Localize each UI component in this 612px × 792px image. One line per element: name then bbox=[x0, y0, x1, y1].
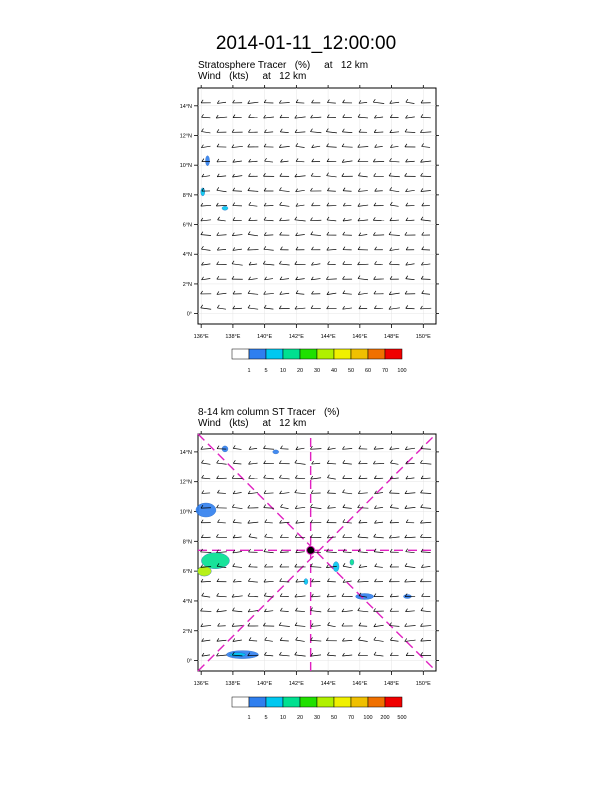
wind-barb bbox=[311, 611, 322, 612]
colorbar-box bbox=[368, 697, 385, 707]
wind-barb-flag bbox=[279, 652, 281, 655]
x-tick-label: 140°E bbox=[257, 334, 273, 340]
x-tick-label: 142°E bbox=[288, 334, 304, 340]
wind-barb bbox=[374, 625, 384, 626]
wind-barb-flag bbox=[280, 504, 282, 507]
wind-barb bbox=[201, 463, 210, 464]
x-tick-label: 144°E bbox=[320, 334, 336, 340]
y-tick-label: 4°N bbox=[182, 598, 192, 605]
y-tick-label: 6°N bbox=[182, 222, 192, 229]
wind-barb bbox=[296, 448, 305, 449]
x-tick-label: 138°E bbox=[225, 334, 241, 340]
y-tick-label: 0° bbox=[186, 658, 192, 665]
colorbar-label: 20 bbox=[296, 368, 304, 374]
wind-barb bbox=[327, 596, 336, 597]
wind-barb bbox=[421, 566, 430, 567]
wind-barb-flag bbox=[233, 445, 235, 448]
wind-barb-flag bbox=[374, 534, 376, 537]
x-tick-label: 142°E bbox=[288, 681, 304, 687]
wind-barb bbox=[233, 551, 242, 552]
wind-barb-flag bbox=[358, 534, 360, 537]
colorbar-label: 20 bbox=[296, 715, 304, 721]
wind-barb bbox=[233, 522, 241, 523]
wind-barb bbox=[311, 640, 322, 641]
wind-barb bbox=[233, 493, 241, 494]
colorbar-label: 30 bbox=[313, 715, 321, 721]
wind-barb bbox=[421, 478, 430, 479]
wind-barb bbox=[358, 611, 368, 612]
wind-barb bbox=[216, 655, 226, 656]
wind-barb-flag bbox=[311, 520, 313, 523]
wind-barb bbox=[233, 640, 242, 641]
wind-barb bbox=[405, 537, 416, 538]
wind-barb-flag bbox=[202, 490, 204, 493]
wind-barb-flag bbox=[312, 579, 314, 582]
wind-barb-flag bbox=[389, 490, 391, 493]
wind-barb-flag bbox=[358, 505, 360, 508]
wind-barb bbox=[248, 581, 257, 582]
wind-barb bbox=[328, 508, 336, 509]
wind-barb-flag bbox=[374, 579, 376, 582]
colorbar-label: 100 bbox=[363, 715, 373, 721]
wind-barb bbox=[201, 625, 211, 626]
wind-barb bbox=[342, 611, 353, 612]
wind-barb bbox=[327, 655, 336, 656]
wind-barb bbox=[265, 522, 273, 523]
wind-barb bbox=[389, 537, 399, 538]
y-tick-label: 12°N bbox=[179, 479, 192, 486]
wind-barb-flag bbox=[343, 475, 345, 478]
wind-barb bbox=[406, 552, 415, 553]
wind-barb-flag bbox=[233, 460, 235, 463]
colorbar-label: 5 bbox=[264, 715, 268, 721]
wind-barb bbox=[279, 625, 290, 626]
wind-barb-flag bbox=[217, 519, 219, 522]
wind-barb bbox=[217, 611, 227, 612]
wind-barb-flag bbox=[421, 490, 423, 493]
wind-barb bbox=[343, 552, 351, 553]
wind-barb-flag bbox=[311, 490, 313, 493]
x-tick-label: 148°E bbox=[384, 681, 400, 687]
wind-barb-flag bbox=[390, 504, 392, 507]
wind-barb-flag bbox=[217, 446, 219, 449]
colorbar-box bbox=[266, 697, 283, 707]
wind-barb-flag bbox=[265, 519, 267, 522]
wind-barb bbox=[405, 493, 415, 494]
y-tick-label: 2°N bbox=[182, 281, 192, 288]
wind-barb-flag bbox=[233, 519, 235, 522]
wind-barb-flag bbox=[373, 461, 375, 464]
wind-barb bbox=[405, 640, 416, 641]
wind-barb bbox=[296, 522, 305, 523]
wind-barb-flag bbox=[343, 519, 345, 522]
panel2-title-line1: 8-14 km column ST Tracer (%) bbox=[198, 407, 340, 418]
wind-barb-flag bbox=[249, 637, 251, 640]
wind-barb bbox=[279, 655, 289, 656]
wind-barb bbox=[217, 596, 227, 597]
wind-barb bbox=[202, 478, 211, 479]
wind-barb bbox=[217, 640, 227, 641]
wind-barb bbox=[421, 449, 431, 450]
wind-barb bbox=[343, 508, 352, 509]
colorbar-label: 70 bbox=[381, 368, 389, 374]
wind-barb bbox=[327, 537, 336, 538]
wind-barb bbox=[405, 626, 416, 627]
wind-barb-flag bbox=[406, 520, 408, 523]
wind-barb-flag bbox=[217, 476, 219, 479]
center-point-marker bbox=[307, 546, 315, 554]
wind-barb bbox=[373, 463, 384, 464]
wind-barb-flag bbox=[279, 475, 281, 478]
wind-barb-flag bbox=[264, 549, 266, 552]
wind-barb-flag bbox=[374, 652, 376, 655]
wind-barb bbox=[248, 596, 258, 597]
colorbar-label: 200 bbox=[380, 715, 390, 721]
wind-barb-flag bbox=[249, 534, 251, 537]
wind-barb bbox=[264, 655, 273, 656]
colorbar-label: 10 bbox=[279, 368, 287, 374]
wind-barb-flag bbox=[327, 475, 329, 478]
wind-barb-flag bbox=[202, 475, 204, 478]
x-tick-label: 138°E bbox=[225, 681, 241, 687]
tracer-contour bbox=[230, 653, 246, 657]
wind-barb-flag bbox=[343, 505, 345, 508]
x-tick-label: 150°E bbox=[415, 334, 431, 340]
wind-barb-flag bbox=[248, 623, 250, 626]
wind-barb-flag bbox=[327, 490, 329, 493]
colorbar-label: 50 bbox=[347, 368, 355, 374]
wind-barb-flag bbox=[375, 564, 377, 567]
wind-barb bbox=[375, 567, 383, 568]
wind-barb bbox=[405, 507, 416, 508]
wind-barb bbox=[264, 611, 273, 612]
wind-barb-flag bbox=[202, 593, 204, 596]
wind-barb bbox=[312, 463, 321, 464]
wind-barb bbox=[374, 449, 383, 450]
colorbar-box bbox=[300, 697, 317, 707]
wind-barb bbox=[421, 507, 431, 508]
colorbar-label: 70 bbox=[347, 715, 355, 721]
y-tick-label: 2°N bbox=[182, 628, 192, 635]
wind-barb bbox=[327, 478, 335, 479]
x-tick-label: 136°E bbox=[193, 681, 209, 687]
wind-barb-flag bbox=[342, 593, 344, 596]
wind-barb bbox=[343, 463, 352, 464]
wind-barb bbox=[421, 640, 431, 641]
wind-barb bbox=[406, 478, 415, 479]
wind-barb-flag bbox=[421, 652, 423, 655]
wind-barb bbox=[311, 596, 320, 597]
wind-barb bbox=[202, 640, 211, 641]
wind-barb bbox=[233, 581, 241, 582]
wind-barb-flag bbox=[265, 534, 267, 537]
colorbar-label: 5 bbox=[264, 368, 268, 374]
wind-barb-flag bbox=[280, 535, 282, 538]
wind-barb-flag bbox=[406, 549, 408, 552]
colorbar-box bbox=[351, 697, 368, 707]
wind-barb-flag bbox=[201, 608, 203, 611]
wind-barb-flag bbox=[343, 490, 345, 493]
tracer-contour bbox=[273, 450, 279, 454]
wind-barb-flag bbox=[420, 460, 422, 463]
wind-barb-flag bbox=[232, 504, 234, 507]
wind-barb bbox=[265, 640, 273, 641]
wind-barb-flag bbox=[248, 578, 250, 581]
colorbar-label: 30 bbox=[313, 368, 321, 374]
y-tick-label: 8°N bbox=[182, 192, 192, 199]
wind-barb bbox=[279, 478, 289, 479]
wind-barb bbox=[421, 611, 431, 612]
panel1-title-line2: Wind (kts) at 12 km bbox=[198, 71, 307, 82]
wind-barb-flag bbox=[390, 549, 392, 552]
wind-barb bbox=[374, 537, 384, 538]
wind-barb-flag bbox=[248, 593, 250, 596]
wind-barb-flag bbox=[421, 504, 423, 507]
wind-barb bbox=[374, 522, 383, 523]
wind-barb bbox=[202, 596, 210, 597]
wind-barb bbox=[327, 463, 336, 464]
wind-barb-flag bbox=[358, 608, 360, 611]
y-tick-label: 10°N bbox=[179, 163, 192, 170]
colorbar-label: 1 bbox=[247, 368, 251, 374]
wind-barb bbox=[310, 567, 321, 568]
y-tick-label: 14°N bbox=[179, 103, 192, 110]
wind-barb bbox=[233, 448, 241, 449]
wind-barb-flag bbox=[201, 520, 203, 523]
wind-barb bbox=[311, 655, 321, 656]
wind-barb bbox=[374, 552, 383, 553]
wind-barb bbox=[374, 507, 383, 508]
wind-barb bbox=[359, 566, 367, 567]
wind-barb bbox=[201, 581, 211, 582]
wind-barb bbox=[217, 522, 225, 523]
wind-barb-flag bbox=[263, 623, 265, 626]
wind-barb-flag bbox=[421, 608, 423, 611]
y-tick-label: 12°N bbox=[179, 133, 192, 140]
wind-barb-flag bbox=[264, 490, 266, 493]
wind-barb bbox=[248, 522, 258, 523]
wind-barb-flag bbox=[374, 608, 376, 611]
y-tick-label: 8°N bbox=[182, 539, 192, 546]
wind-barb-flag bbox=[280, 564, 282, 567]
colorbar-label: 500 bbox=[397, 715, 407, 721]
wind-barb-flag bbox=[405, 563, 407, 566]
wind-barb-flag bbox=[327, 608, 329, 611]
wind-barb bbox=[232, 611, 242, 612]
wind-barb bbox=[296, 640, 305, 641]
wind-barb bbox=[358, 537, 368, 538]
wind-barb bbox=[310, 449, 321, 450]
y-tick-label: 0° bbox=[186, 311, 192, 318]
wind-barb bbox=[296, 552, 305, 553]
colorbar-box bbox=[232, 697, 249, 707]
wind-barb-flag bbox=[201, 535, 203, 538]
main-title: 2014-01-11_12:00:00 bbox=[215, 33, 397, 54]
wind-barb bbox=[280, 493, 290, 494]
wind-barb bbox=[264, 493, 274, 494]
wind-barb bbox=[375, 493, 383, 494]
wind-barb-flag bbox=[280, 446, 282, 449]
wind-barb-flag bbox=[343, 460, 345, 463]
wind-barb bbox=[390, 448, 399, 449]
wind-barb bbox=[420, 463, 431, 464]
wind-barb-flag bbox=[218, 623, 220, 626]
y-tick-label: 4°N bbox=[182, 252, 192, 259]
wind-barb-flag bbox=[310, 504, 312, 507]
wind-barb-flag bbox=[390, 653, 392, 656]
wind-barb-flag bbox=[420, 534, 422, 537]
wind-barb bbox=[232, 596, 243, 597]
wind-barb bbox=[249, 537, 257, 538]
wind-barb bbox=[295, 507, 305, 508]
wind-barb-flag bbox=[343, 563, 345, 566]
wind-barb bbox=[280, 640, 289, 641]
x-tick-label: 148°E bbox=[384, 334, 400, 340]
wind-barb bbox=[421, 552, 431, 553]
colorbar-box bbox=[334, 697, 351, 707]
wind-barb bbox=[233, 463, 241, 464]
wind-barb-flag bbox=[343, 534, 345, 537]
x-tick-label: 146°E bbox=[352, 334, 368, 340]
tracer-contour bbox=[350, 559, 354, 565]
wind-barb bbox=[311, 478, 321, 479]
wind-barb bbox=[342, 655, 352, 656]
wind-barb bbox=[264, 552, 274, 553]
colorbar-box bbox=[385, 697, 402, 707]
wind-barb bbox=[310, 507, 321, 508]
wind-barb bbox=[217, 493, 226, 494]
wind-barb-flag bbox=[217, 593, 219, 596]
colorbar-label: 100 bbox=[397, 368, 407, 374]
wind-barb-flag bbox=[374, 594, 376, 597]
wind-barb-flag bbox=[217, 505, 219, 508]
wind-barb bbox=[374, 655, 383, 656]
wind-barb bbox=[263, 449, 274, 450]
wind-barb-flag bbox=[249, 475, 251, 478]
wind-barb-flag bbox=[295, 623, 297, 626]
wind-barb bbox=[421, 493, 432, 494]
wind-barb bbox=[217, 463, 227, 464]
wind-barb-flag bbox=[248, 505, 250, 508]
x-tick-label: 146°E bbox=[352, 681, 368, 687]
wind-barb-flag bbox=[280, 593, 282, 596]
wind-barb-flag bbox=[327, 579, 329, 582]
tracer-contour bbox=[197, 566, 211, 576]
wind-barb-flag bbox=[280, 608, 282, 611]
wind-barb bbox=[248, 493, 258, 494]
tracer-contour bbox=[196, 503, 216, 517]
panel1-title-line1: Stratosphere Tracer (%) at 12 km bbox=[198, 60, 369, 71]
wind-barb-flag bbox=[374, 637, 376, 640]
panel2-title-line2: Wind (kts) at 12 km bbox=[198, 418, 307, 429]
wind-barb-flag bbox=[280, 578, 282, 581]
wind-barb bbox=[405, 448, 415, 449]
wind-barb-flag bbox=[374, 476, 376, 479]
wind-barb bbox=[232, 626, 243, 627]
wind-barb bbox=[405, 566, 415, 567]
wind-barb bbox=[264, 478, 274, 479]
wind-barb bbox=[249, 463, 258, 464]
wind-barb bbox=[405, 581, 416, 582]
colorbar-box bbox=[283, 697, 300, 707]
wind-barb-flag bbox=[279, 461, 281, 464]
wind-barb bbox=[201, 552, 212, 553]
wind-barb-flag bbox=[389, 579, 391, 582]
wind-barb-flag bbox=[342, 623, 344, 626]
wind-barb bbox=[249, 640, 257, 641]
wind-barb-flag bbox=[420, 579, 422, 582]
wind-barb bbox=[342, 640, 352, 641]
x-tick-label: 150°E bbox=[415, 681, 431, 687]
wind-barb bbox=[295, 611, 304, 612]
wind-barb bbox=[280, 552, 288, 553]
wind-barb bbox=[202, 655, 210, 656]
wind-barb bbox=[343, 566, 352, 567]
y-tick-label: 14°N bbox=[179, 449, 192, 456]
wind-barb bbox=[420, 522, 431, 523]
wind-barb-flag bbox=[280, 637, 282, 640]
x-tick-label: 136°E bbox=[193, 334, 209, 340]
wind-barb bbox=[264, 581, 274, 582]
colorbar-label: 1 bbox=[247, 715, 251, 721]
wind-barb-flag bbox=[406, 653, 408, 656]
wind-barb bbox=[248, 611, 258, 612]
wind-barb bbox=[358, 581, 369, 582]
wind-barb bbox=[233, 566, 242, 567]
y-tick-label: 6°N bbox=[182, 569, 192, 576]
x-tick-label: 144°E bbox=[320, 681, 336, 687]
colorbar-label: 60 bbox=[364, 368, 372, 374]
wind-barb bbox=[296, 581, 305, 582]
wind-barb bbox=[249, 448, 257, 449]
wind-barb-flag bbox=[327, 520, 329, 523]
wind-barb bbox=[201, 449, 211, 450]
wind-barb bbox=[280, 611, 288, 612]
wind-barb bbox=[343, 522, 352, 523]
wind-barb-flag bbox=[216, 534, 218, 537]
wind-barb bbox=[311, 626, 321, 627]
colorbar-label: 40 bbox=[330, 368, 338, 374]
wind-barb bbox=[420, 626, 431, 627]
wind-barb bbox=[217, 552, 227, 553]
colorbar-label: 10 bbox=[279, 715, 287, 721]
wind-barb bbox=[342, 448, 352, 449]
x-tick-label: 140°E bbox=[257, 681, 273, 687]
y-tick-label: 10°N bbox=[179, 509, 192, 516]
wind-barb-flag bbox=[296, 637, 298, 640]
wind-barb-flag bbox=[265, 637, 267, 640]
wind-barb bbox=[233, 537, 241, 538]
wind-barb bbox=[405, 611, 414, 612]
wind-barb bbox=[328, 625, 336, 626]
wind-barb bbox=[280, 507, 288, 508]
wind-barb-flag bbox=[279, 622, 281, 625]
wind-barb bbox=[232, 507, 242, 508]
wind-barb-flag bbox=[201, 460, 203, 463]
wind-barb-flag bbox=[217, 490, 219, 493]
wind-barb-flag bbox=[249, 564, 251, 567]
wind-barb-flag bbox=[217, 579, 219, 582]
colorbar-label: 50 bbox=[330, 715, 338, 721]
wind-barb bbox=[374, 640, 384, 641]
wind-barb bbox=[343, 493, 353, 494]
colorbar-box bbox=[317, 697, 334, 707]
wind-barb bbox=[265, 537, 273, 538]
wind-barb bbox=[295, 478, 305, 479]
wind-barb-flag bbox=[217, 460, 219, 463]
colorbar-box bbox=[249, 697, 266, 707]
